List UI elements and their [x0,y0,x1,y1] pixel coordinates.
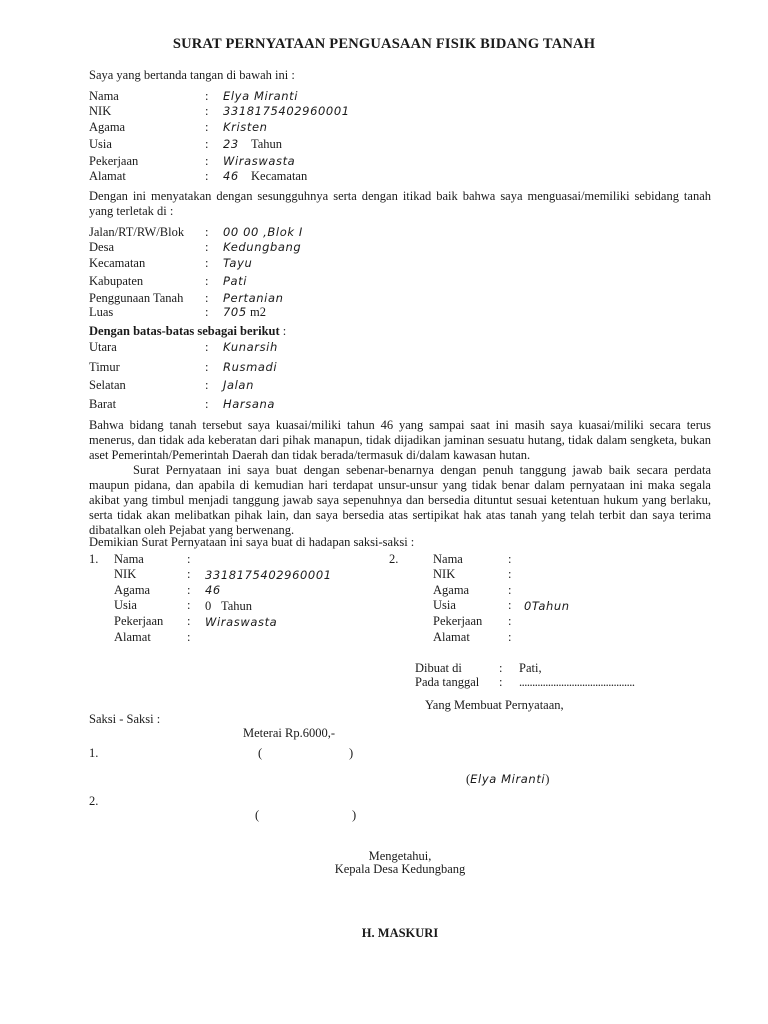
witness-1-label-occupation: Pekerjaan [114,614,164,628]
witness-2-label-nik: NIK [433,567,456,581]
witnesses-label: Saksi - Saksi : [89,712,161,726]
colon: : [205,137,209,151]
colon: : [205,397,209,411]
maker-paren-open: ( [466,772,471,786]
identity-value-age: 23 [223,137,239,151]
witness-1-value-nik: 3318175402960001 [205,568,332,582]
acknowledge-text: Mengetahui, [368,849,432,863]
witness-2-number: 2. [389,552,399,566]
identity-value-nik: 3318175402960001 [223,104,350,118]
border-label-south: Selatan [89,378,126,392]
responsibility-paragraph: Surat Pernyataan ini saya buat dengan sebenar-benarnya dengan penuh tanggung jawab baik secara perdata maupun pidana, dan apabila di kemudian hari terdapat unsur-unsur yang tidak benar dalam pernyataan ini maka segala akibat yang timbul menjadi tanggung jawab saya sepenuhnya dan bersedia dituntut sesuai ketentuan hukum yang berlaku, serta tidak akan melibatkan pihak lain, dan saya bersedia atas sertipikat hak atas tanah yang telah terbit dan saya terima dibatalkan oleh Pejabat yang berwenang. [89,463,711,537]
colon: : [508,583,512,597]
border-label-west: Barat [89,397,117,411]
colon: : [187,614,191,628]
land-label-district: Kecamatan [89,256,146,270]
witness-1-label-nik: NIK [114,567,137,581]
maker-title: Yang Membuat Pernyataan, [425,698,564,712]
identity-label-religion: Agama [89,120,126,134]
date-label: Pada tanggal [415,675,480,689]
date-value: ............................................ [519,675,635,689]
witness-2-value-age: 0Tahun [524,599,570,613]
identity-label-address: Alamat [89,169,126,183]
colon: : [205,154,209,168]
border-value-south: Jalan [223,378,254,392]
witness-1-age-suffix: Tahun [221,599,253,613]
identity-age-suffix: Tahun [251,137,283,151]
witness-2-label-name: Nama [433,552,463,566]
border-value-west: Harsana [223,397,275,411]
witness-intro: Demikian Surat Pernyataan ini saya buat di hadapan saksi-saksi : [89,535,415,549]
land-value-usage: Pertanian [223,291,284,305]
village-head-name: H. MASKURI [361,926,439,940]
witness-1-label-name: Nama [114,552,144,566]
signature-2-number: 2. [89,794,99,808]
colon: : [205,169,209,183]
colon: : [508,630,512,644]
borders-heading-text: Dengan batas-batas sebagai berikut [89,324,280,338]
maker-paren-close: ) [545,772,550,786]
land-value-village: Kedungbang [223,240,302,254]
colon: : [205,305,209,319]
signature-1-paren-close: ) [349,746,354,760]
colon: : [499,661,503,675]
land-value-regency: Pati [223,274,248,288]
witness-2-label-age: Usia [433,598,456,612]
identity-value-address: 46 [223,169,239,183]
identity-value-name: Elya Miranti [223,89,299,103]
identity-label-nik: NIK [89,104,112,118]
colon: : [499,675,503,689]
witness-1-label-age: Usia [114,598,137,612]
land-value-district: Tayu [223,256,253,270]
maker-signature-name [466,772,549,787]
colon: : [205,225,209,239]
identity-address-suffix: Kecamatan [251,169,308,183]
identity-value-religion: Kristen [223,120,268,134]
witness-1-label-religion: Agama [114,583,151,597]
colon: : [187,583,191,597]
land-value-street: 00 00 ,Blok I [223,225,303,239]
identity-label-occupation: Pekerjaan [89,154,139,168]
land-label-area: Luas [89,305,114,319]
witness-1-value-age: 0 [205,599,212,613]
statement-paragraph: Dengan ini menyatakan dengan sesungguhnya serta dengan itikad baik bahwa saya menguasai/memiliki sebidang tanah yang terletak di : [89,189,711,218]
witness-2-label-occupation: Pekerjaan [433,614,483,628]
land-label-regency: Kabupaten [89,274,144,288]
colon: : [205,240,209,254]
maker-name: Elya Miranti [470,772,546,786]
colon: : [205,120,209,134]
borders-heading-colon: : [279,324,287,338]
colon: : [205,274,209,288]
witness-2-label-address: Alamat [433,630,470,644]
signature-2-paren-open: ( [255,808,260,822]
land-label-usage: Penggunaan Tanah [89,291,184,305]
place-value: Pati, [519,661,542,675]
witness-1-label-address: Alamat [114,630,151,644]
signature-2-paren-close: ) [352,808,357,822]
witness-1-number: 1. [89,552,99,566]
colon: : [508,567,512,581]
colon: : [205,378,209,392]
colon: : [187,630,191,644]
identity-value-occupation: Wiraswasta [223,154,296,168]
colon: : [187,552,191,566]
colon: : [205,360,209,374]
signature-1-number: 1. [89,746,99,760]
ownership-paragraph: Bahwa bidang tanah tersebut saya kuasai/miliki tahun 46 yang sampai saat ini masih saya kuasai/miliki secara terus menerus, dan tidak ada keberatan dari pihak manapun, tidak dijadikan jaminan sesuatu hutang, tidak dalam sengketa, bukan aset Pemerintah/Pemerintah Daerah dan tidak berada/termasuk di/dalam kawasan hutan. [89,418,711,462]
colon: : [187,598,191,612]
borders-heading [89,324,286,339]
stamp-duty-note: Meterai Rp.6000,- [243,726,335,740]
colon: : [205,256,209,270]
land-label-village: Desa [89,240,114,254]
document-title: SURAT PERNYATAAN PENGUASAAN FISIK BIDANG TANAH [172,36,596,52]
border-label-north: Utara [89,340,117,354]
witness-1-value-occupation: Wiraswasta [205,615,278,629]
intro-text: Saya yang bertanda tangan di bawah ini : [89,68,295,82]
place-label: Dibuat di [415,661,462,675]
border-value-north: Kunarsih [223,340,278,354]
land-label-street: Jalan/RT/RW/Blok [89,225,185,239]
colon: : [205,291,209,305]
land-area-unit: m2 [250,305,266,319]
colon: : [187,567,191,581]
colon: : [508,614,512,628]
colon: : [508,598,512,612]
witness-2-label-religion: Agama [433,583,470,597]
border-value-east: Rusmadi [223,360,278,374]
colon: : [205,104,209,118]
village-head-title: Kepala Desa Kedungbang [334,862,466,876]
colon: : [508,552,512,566]
signature-1-paren-open: ( [258,746,263,760]
identity-label-age: Usia [89,137,112,151]
colon: : [205,89,209,103]
land-value-area: 705 [223,305,247,319]
witness-1-value-religion: 46 [205,583,221,597]
colon: : [205,340,209,354]
identity-label-name: Nama [89,89,119,103]
border-label-east: Timur [89,360,120,374]
